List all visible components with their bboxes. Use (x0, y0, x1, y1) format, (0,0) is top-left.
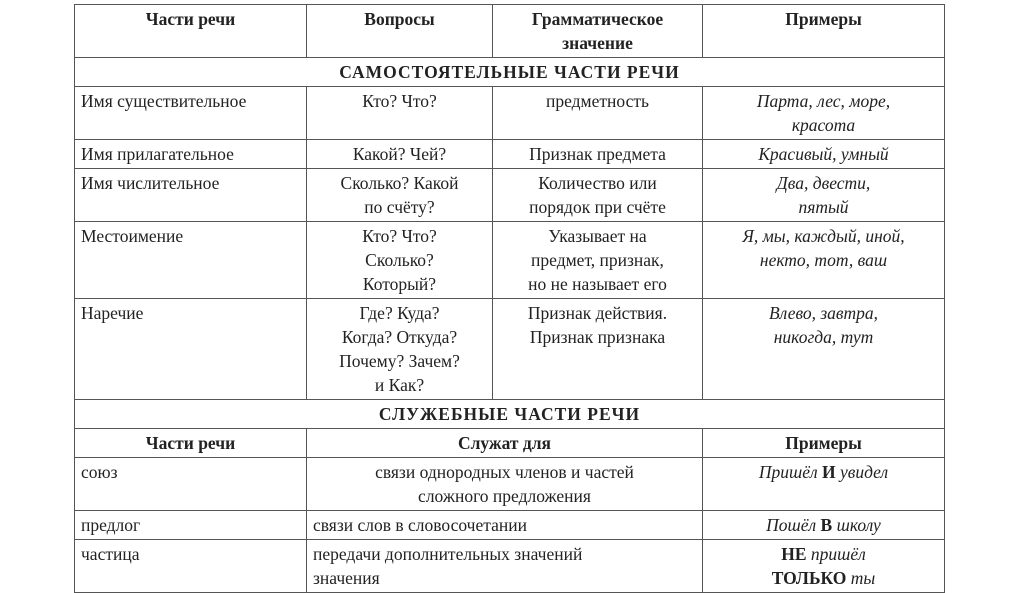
examples: Два, двести, пятый (703, 169, 945, 222)
section-service (75, 400, 945, 429)
questions: Кто? Что? Сколько? Который? (307, 222, 493, 299)
header-purpose: Служат для (307, 429, 703, 458)
examples: Красивый, умный (703, 140, 945, 169)
part-name: Имя числительное (75, 169, 307, 222)
header-parts: Части речи (75, 429, 307, 458)
table-row (75, 511, 945, 540)
part-name: Наречие (75, 299, 307, 400)
header-row-2 (75, 429, 945, 458)
section-independent (75, 58, 945, 87)
purpose: передачи дополнительных значений значения (307, 540, 703, 593)
questions: Кто? Что? (307, 87, 493, 140)
questions: Какой? Чей? (307, 140, 493, 169)
header-row (75, 5, 945, 58)
header-examples: Примеры (703, 429, 945, 458)
section-title: САМОСТОЯТЕЛЬНЫЕ ЧАСТИ РЕЧИ (75, 58, 945, 87)
purpose: связи слов в словосочетании (307, 511, 703, 540)
meaning: Указывает на предмет, признак, но не называет его (493, 222, 703, 299)
part-name: союз (75, 458, 307, 511)
table-row (75, 222, 945, 299)
meaning: Признак предмета (493, 140, 703, 169)
examples: Пришёл И увидел (703, 458, 945, 511)
header-questions: Вопросы (307, 5, 493, 58)
purpose: связи однородных членов и частей сложного предложения (307, 458, 703, 511)
table-row (75, 458, 945, 511)
part-name: Имя существительное (75, 87, 307, 140)
part-name: Местоимение (75, 222, 307, 299)
table-row (75, 299, 945, 400)
examples: Я, мы, каждый, иной, некто, тот, ваш (703, 222, 945, 299)
header-parts: Части речи (75, 5, 307, 58)
part-name: частица (75, 540, 307, 593)
table-row (75, 87, 945, 140)
header-examples: Примеры (703, 5, 945, 58)
parts-of-speech-table (74, 4, 945, 593)
examples: Парта, лес, море, красота (703, 87, 945, 140)
questions: Где? Куда? Когда? Откуда? Почему? Зачем? и Как? (307, 299, 493, 400)
header-meaning: Грамматическое значение (493, 5, 703, 58)
table-row (75, 169, 945, 222)
part-name: предлог (75, 511, 307, 540)
table-row (75, 540, 945, 593)
examples: Пошёл В школу (703, 511, 945, 540)
meaning: Количество или порядок при счёте (493, 169, 703, 222)
table-row (75, 140, 945, 169)
examples: НЕ пришёл ТОЛЬКО ты (703, 540, 945, 593)
questions: Сколько? Какой по счёту? (307, 169, 493, 222)
meaning: Признак действия. Признак признака (493, 299, 703, 400)
meaning: предметность (493, 87, 703, 140)
part-name: Имя прилагательное (75, 140, 307, 169)
section-title: СЛУЖЕБНЫЕ ЧАСТИ РЕЧИ (75, 400, 945, 429)
examples: Влево, завтра, никогда, тут (703, 299, 945, 400)
